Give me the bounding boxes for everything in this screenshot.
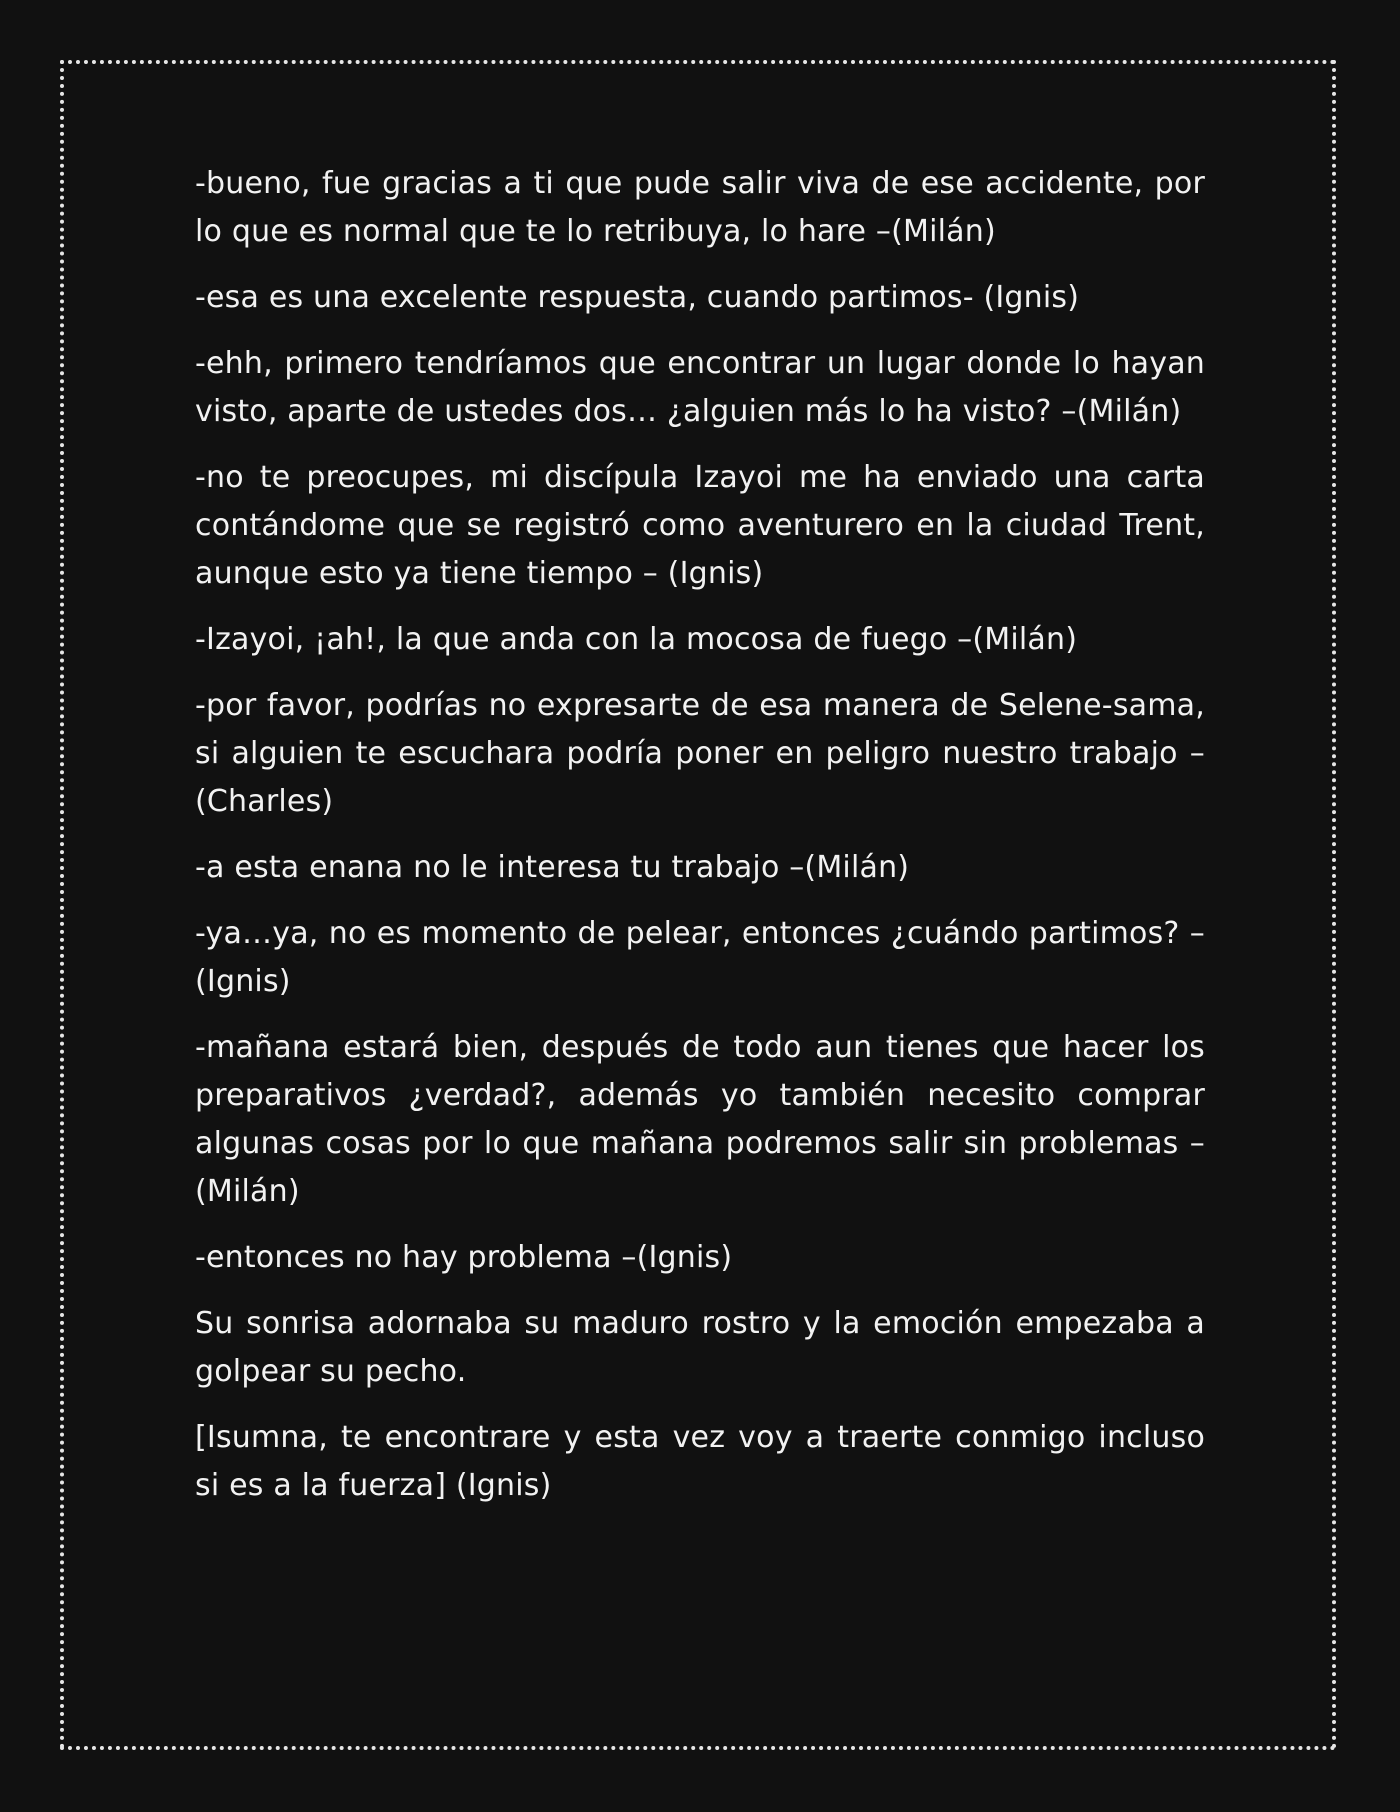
paragraph: -entonces no hay problema –(Ignis) [195, 1240, 733, 1275]
paragraph: -ya…ya, no es momento de pelear, entonces ¿cuándo partimos? –(Ignis) [195, 916, 1205, 999]
paragraph: -bueno, fue gracias a ti que pude salir viva de ese accidente, por lo que es normal que te lo retribuya, lo hare –(Milán) [195, 166, 1205, 249]
paragraph: -esa es una excelente respuesta, cuando partimos- (Ignis) [195, 280, 1080, 315]
paragraph: -no te preocupes, mi discípula Izayoi me ha enviado una carta contándome que se registró como aventurero en la ciudad Trent, aunque esto ya tiene tiempo – (Ignis) [195, 460, 1205, 591]
paragraph: -por favor, podrías no expresarte de esa manera de Selene-sama, si alguien te escuchara podría poner en peligro nuestro trabajo –(Charles) [195, 688, 1205, 819]
paragraph: -a esta enana no le interesa tu trabajo –(Milán) [195, 850, 910, 885]
paragraph: -Izayoi, ¡ah!, la que anda con la mocosa de fuego –(Milán) [195, 622, 1078, 657]
paragraph: Su sonrisa adornaba su maduro rostro y la emoción empezaba a golpear su pecho. [195, 1306, 1205, 1389]
page-text [195, 160, 1205, 1528]
paragraph: -mañana estará bien, después de todo aun tienes que hacer los preparativos ¿verdad?, además yo también necesito comprar algunas cosas por lo que mañana podremos salir sin problemas –(Milán) [195, 1030, 1205, 1209]
paragraph: [Isumna, te encontrare y esta vez voy a traerte conmigo incluso si es a la fuerza] (Ignis) [195, 1420, 1205, 1503]
paragraph: -ehh, primero tendríamos que encontrar un lugar donde lo hayan visto, aparte de ustedes dos… ¿alguien más lo ha visto? –(Milán) [195, 346, 1205, 429]
